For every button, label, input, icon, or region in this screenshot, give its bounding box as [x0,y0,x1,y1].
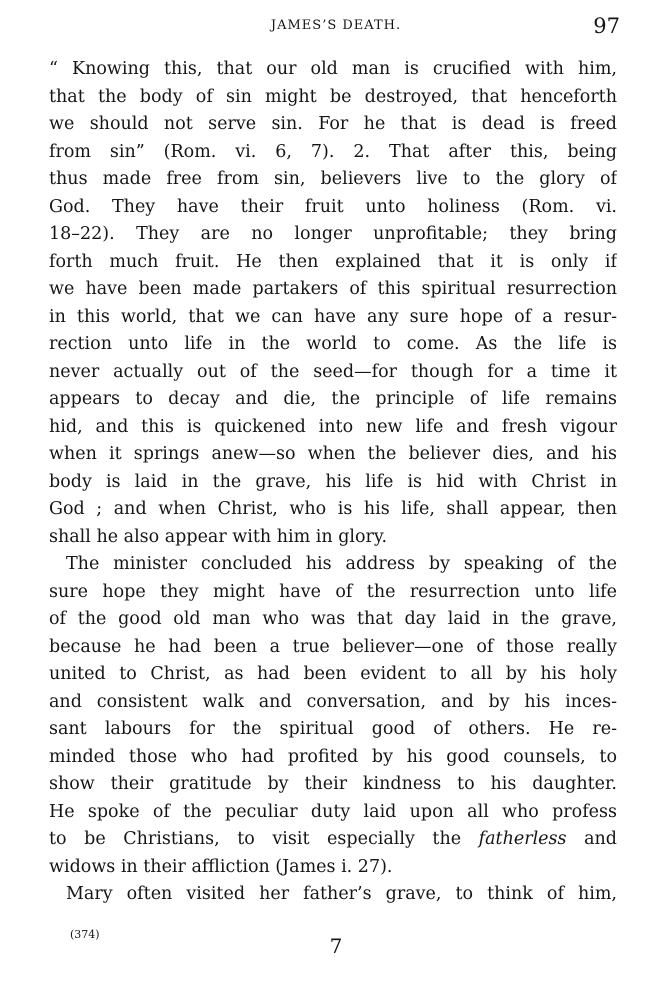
text-line: that the body of sin might be destroyed, that henceforth [49,86,617,107]
text-line: body is laid in the grave, his life is hid with Christ in [49,471,617,492]
signature-mark: 7 [329,934,343,958]
running-title: JAMES’S DEATH. [270,18,402,33]
text-line: we should not serve sin. For he that is dead is freed [49,114,617,134]
text-line: “ Knowing this, that our old man is crucified with him, [49,59,617,79]
italic-word: fatherless [478,829,567,849]
text-line: The minister concluded his address by speaking of the [66,554,617,574]
text-line: from sin” (Rom. vi. 6, 7). 2. That after this, being [49,141,617,162]
text-line: God. They have their fruit unto holiness (Rom. vi. [49,196,617,217]
text-line: rection unto life in the world to come. As the life is [49,334,617,354]
text-line: sure hope they might have of the resurrection unto life [49,581,617,602]
text-line: Mary often visited her father’s grave, to think of him, [66,884,617,904]
text-line: in this world, that we can have any sure hope of a resur- [49,306,617,327]
body-text [49,56,617,909]
text-line: He spoke of the peculiar duty laid upon all who profess [49,801,617,822]
text-line: shall he also appear with him in glory. [49,526,388,547]
text-segment: to be Christians, to visit especially the [49,829,462,849]
text-line [49,826,617,854]
signature-reference: (374) [70,928,100,941]
text-line: God ; and when Christ, who is his life, shall appear, then [49,499,617,519]
text-line: widows in their affliction (James i. 27). [49,856,393,877]
text-segment: and [584,829,617,849]
text-line: minded those who had profited by his good counsels, to [49,746,617,767]
text-line: appears to decay and die, the principle of life remains [49,389,617,409]
text-line: never actually out of the seed—for though for a time it [49,361,617,382]
text-line: forth much fruit. He then explained that it is only if [49,251,617,272]
page-footer [48,928,624,968]
text-line: when it springs anew—so when the believer dies, and his [49,444,617,464]
text-line: united to Christ, as had been evident to all by his holy [49,664,617,684]
text-line: because he had been a true believer—one of those really [49,636,617,657]
page-number: 97 [593,14,620,38]
text-line: sant labours for the spiritual good of others. He re- [49,719,617,739]
text-line: and consistent walk and conversation, and by his inces- [49,691,617,712]
text-line: 18–22). They are no longer unprofitable; they bring [49,224,617,244]
text-line: show their gratitude by their kindness to his daughter. [49,774,617,794]
text-line: hid, and this is quickened into new life and fresh vigour [49,416,617,437]
text-line: thus made free from sin, believers live to the glory of [49,169,617,189]
text-line: of the good old man who was that day laid in the grave, [49,609,617,629]
text-line: we have been made partakers of this spiritual resurrection [49,279,617,299]
running-header [48,14,624,40]
